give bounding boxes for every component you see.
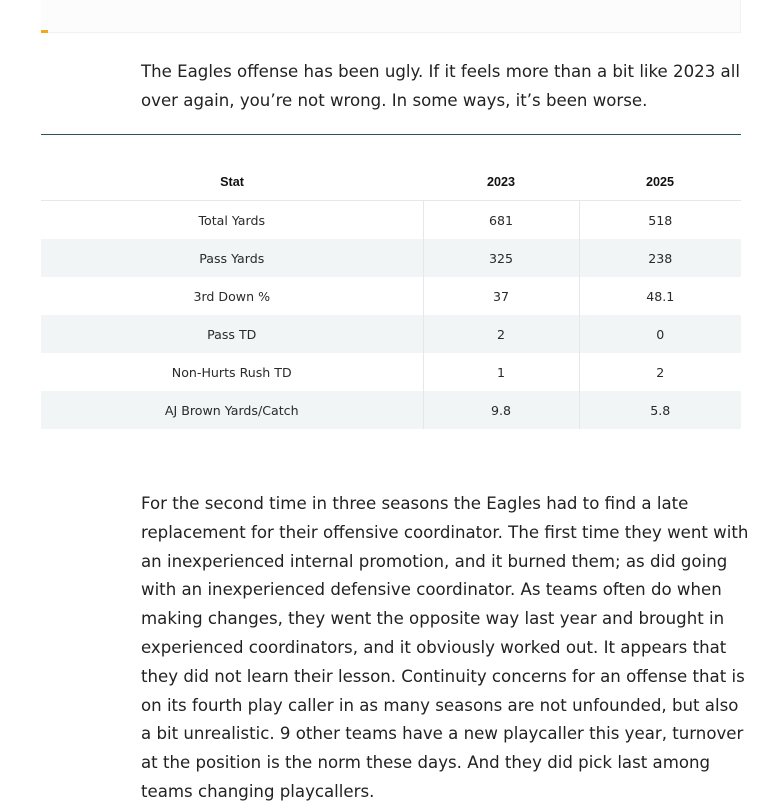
table-row (41, 391, 741, 429)
body-paragraph: For the second time in three seasons the Eagles had to find a late replacement for their offensive coordinator. The first time they went with an inexperienced internal promotion, and it burned them; as did going with an inexperienced defensive coordinator. As teams often do when making changes, they went the opposite way last year and brought in experienced coordinators, and it obviously worked out. It appears that they did not learn their lesson. Continuity concerns for an offense that is on its fourth play caller in as many seasons are not unfounded, but also a bit unrealistic. 9 other teams have a new playcaller this year, turnover at the position is the norm these days. And they did pick last among teams changing playcallers. (141, 494, 749, 801)
stats-table (41, 163, 741, 429)
table-row (41, 353, 741, 391)
stat-cell: Pass Yards (41, 239, 423, 277)
stat-cell: 3rd Down % (193, 288, 271, 304)
accent-mark (41, 30, 48, 33)
value-2025-cell: 2 (656, 364, 665, 380)
stat-cell: AJ Brown Yards/Catch (41, 391, 423, 429)
header-2025: 2025 (579, 163, 741, 201)
stat-cell: Pass TD (41, 315, 423, 353)
value-2025-cell: 0 (579, 315, 741, 353)
value-2025-cell: 518 (648, 212, 673, 228)
value-2023-cell: 37 (423, 277, 579, 315)
table-top-rule (41, 134, 741, 135)
table-header-row (41, 163, 741, 201)
value-2023-cell: 2 (423, 315, 579, 353)
header-stat: Stat (41, 163, 423, 201)
table-row (41, 315, 741, 353)
value-2023-cell: 681 (423, 201, 579, 240)
previous-content-card (41, 0, 741, 33)
value-2025-cell: 48.1 (646, 288, 675, 304)
stat-cell: Non-Hurts Rush TD (171, 364, 292, 380)
value-2023-cell: 1 (423, 353, 579, 391)
header-2023: 2023 (423, 163, 579, 201)
value-2025-cell: 5.8 (579, 391, 741, 429)
intro-paragraph: The Eagles offense has been ugly. If it feels more than a bit like 2023 all over again, you’re not wrong. In some ways, it’s been worse. (141, 62, 740, 110)
table-row (41, 277, 741, 315)
stat-cell: Total Yards (198, 212, 266, 228)
table-row (41, 239, 741, 277)
value-2023-cell: 9.8 (423, 391, 579, 429)
table-row (41, 201, 741, 240)
value-2025-cell: 238 (579, 239, 741, 277)
value-2023-cell: 325 (423, 239, 579, 277)
